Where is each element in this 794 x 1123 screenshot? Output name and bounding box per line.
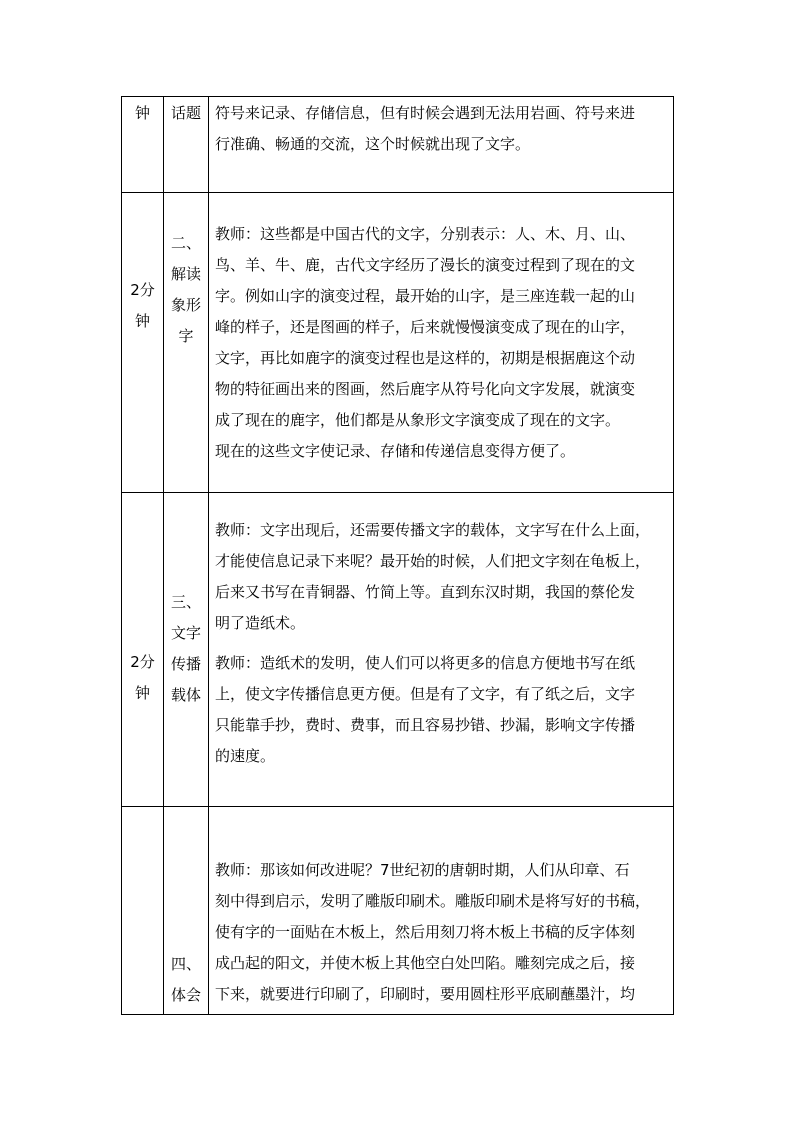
- topic-cell: [164, 193, 209, 493]
- time-text: 2分: [130, 653, 155, 671]
- content-line: 峰的样子，还是图画的样子，后来就慢慢演变成了现在的山字，: [215, 318, 636, 336]
- content-paragraph: [215, 219, 669, 467]
- content-line: 成了现在的鹿字，他们都是从象形文字演变成了现在的文字。: [215, 411, 621, 429]
- time-cell: [122, 493, 164, 807]
- topic-text: 文字: [170, 624, 201, 642]
- time-cell: [122, 193, 164, 493]
- topic-cell: [164, 807, 209, 1015]
- content-line: 行准确、畅通的交流，这个时候就出现了文字。: [215, 135, 531, 153]
- table-row: [122, 193, 674, 493]
- content-line: 只能靠手抄，费时、费事，而且容易抄错、抄漏，影响文字传播: [215, 716, 636, 734]
- content-line: 文字，再比如鹿字的演变过程也是这样的，初期是根据鹿这个动: [215, 349, 636, 367]
- table-row: [122, 807, 674, 1015]
- content-line: 使有字的一面贴在木板上，然后用刻刀将木板上书稿的反字体刻: [215, 923, 636, 941]
- content-line: 物的特征画出来的图画，然后鹿字从符号化向文字发展，就演变: [215, 380, 636, 398]
- content-cell: [209, 97, 674, 193]
- content-paragraph: [215, 515, 669, 639]
- content-paragraph: [215, 855, 669, 1010]
- topic-cell: [164, 97, 209, 193]
- time-text: 钟: [134, 104, 150, 122]
- content-line: 的速度。: [215, 747, 276, 765]
- content-line: 字。例如山字的演变过程，最开始的山字，是三座连载一起的山: [215, 287, 636, 305]
- content-cell: [209, 807, 674, 1015]
- content-line: 教师：文字出现后，还需要传播文字的载体，文字写在什么上面，: [215, 521, 651, 539]
- content-line: 明了造纸术。: [215, 614, 306, 632]
- content-line: 刻中得到启示，发明了雕版印刷术。雕版印刷术是将写好的书稿，: [215, 892, 651, 910]
- content-line: 教师：那该如何改进呢？7世纪初的唐朝时期，人们从印章、石: [215, 861, 630, 879]
- topic-text: 传播: [170, 655, 201, 673]
- time-text: 2分: [130, 281, 155, 299]
- content-line: 教师：这些都是中国古代的文字，分别表示：人、木、月、山、: [215, 225, 636, 243]
- content-line: 后来又书写在青铜器、竹简上等。直到东汉时期，我国的蔡伦发: [215, 583, 636, 601]
- content-line: 鸟、羊、牛、鹿，古代文字经历了漫长的演变过程到了现在的文: [215, 256, 636, 274]
- time-cell: [122, 807, 164, 1015]
- content-line: 教师：造纸术的发明，使人们可以将更多的信息方便地书写在纸: [215, 654, 636, 672]
- content-cell: [209, 493, 674, 807]
- topic-text: 话题: [170, 104, 201, 122]
- content-line: 下来，就要进行印刷了，印刷时，要用圆柱形平底刷蘸墨汁，均: [215, 985, 636, 1003]
- topic-cell: [164, 493, 209, 807]
- content-line: 才能使信息记录下来呢？最开始的时候，人们把文字刻在龟板上，: [215, 552, 651, 570]
- time-cell: [122, 97, 164, 193]
- content-line: 现在的这些文字使记录、存储和传递信息变得方便了。: [215, 442, 576, 460]
- topic-text: 字: [178, 327, 194, 345]
- topic-text: 四、: [170, 955, 201, 973]
- content-line: 上，使文字传播信息更方便。但是有了文字，有了纸之后，文字: [215, 685, 636, 703]
- topic-text: 象形: [170, 296, 201, 314]
- table-row: [122, 97, 674, 193]
- topic-text: 二、: [170, 234, 201, 252]
- content-paragraph: [215, 98, 669, 160]
- time-text: 钟: [134, 312, 150, 330]
- topic-text: 三、: [170, 593, 201, 611]
- topic-text: 载体: [170, 686, 201, 704]
- topic-text: 体会: [170, 986, 201, 1004]
- content-cell: [209, 193, 674, 493]
- content-line: 成凸起的阳文，并使木板上其他空白处凹陷。雕刻完成之后，接: [215, 954, 636, 972]
- content-paragraph: [215, 648, 669, 772]
- topic-text: 解读: [170, 265, 201, 283]
- content-line: 符号来记录、存储信息，但有时候会遇到无法用岩画、符号来进: [215, 104, 636, 122]
- time-text: 钟: [134, 684, 150, 702]
- lesson-plan-table: [121, 96, 674, 1015]
- table-row: [122, 493, 674, 807]
